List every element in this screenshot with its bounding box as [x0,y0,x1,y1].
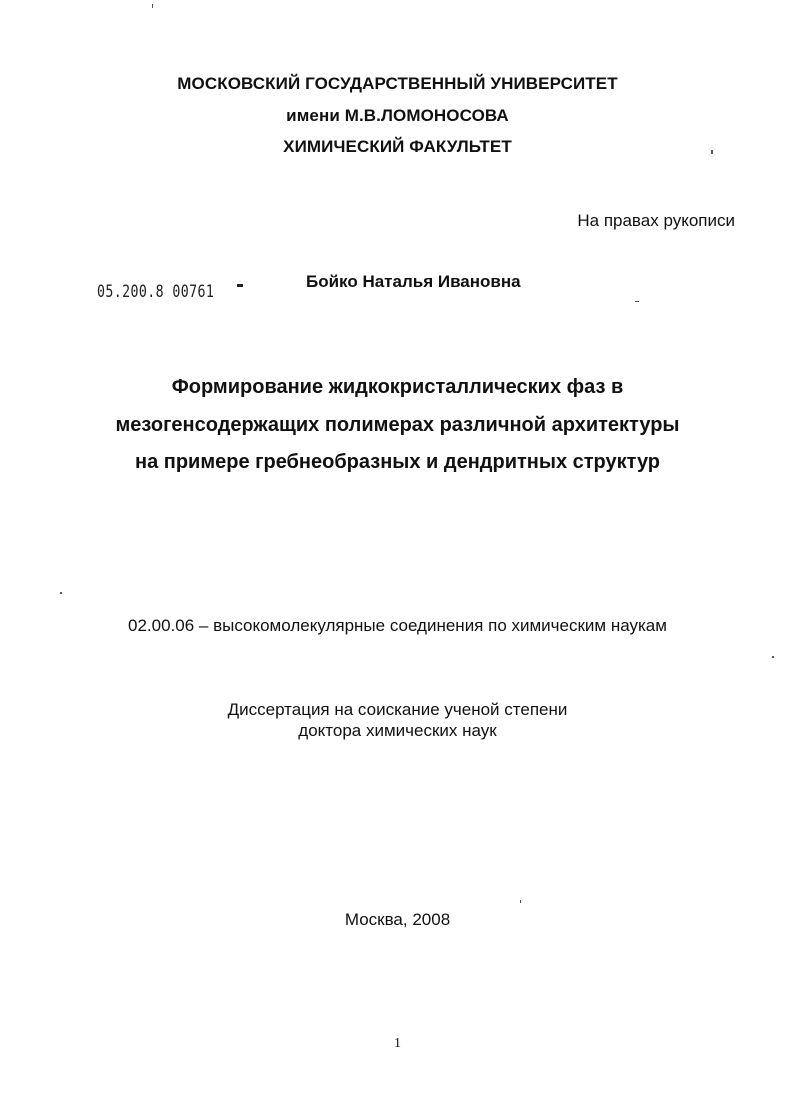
title-line-1: Формирование жидкокристаллических фаз в [171,376,624,398]
specialty-code: 02.00.06 – высокомолекулярные соединения по химическим наукам [128,616,667,635]
scan-speck [520,900,521,903]
registration-stamp: 05.200.8 00761 [97,282,215,302]
author-name: Бойко Наталья Ивановна [306,272,521,291]
manuscript-note: На правах рукописи [577,211,735,230]
scan-speck [60,592,62,594]
place-year: Москва, 2008 [344,910,451,929]
scan-speck [635,301,639,302]
degree-line-1: Диссертация на соискание ученой степени [227,700,568,719]
stamp-mark [237,284,243,287]
named-after: имени М.В.ЛОМОНОСОВА [286,106,509,125]
page-number: 1 [394,1036,401,1051]
title-line-2: мезогенсодержащих полимерах различной архитектуры [115,414,680,436]
university-name: МОСКОВСКИЙ ГОСУДАРСТВЕННЫЙ УНИВЕРСИТЕТ [177,74,618,93]
degree-line-2: доктора химических наук [298,721,497,740]
faculty-name: ХИМИЧЕСКИЙ ФАКУЛЬТЕТ [283,137,512,156]
scan-speck [152,4,153,8]
scan-speck [772,656,774,658]
scan-speck [711,150,713,154]
title-line-3: на примере гребнеобразных и дендритных структур [134,451,661,473]
